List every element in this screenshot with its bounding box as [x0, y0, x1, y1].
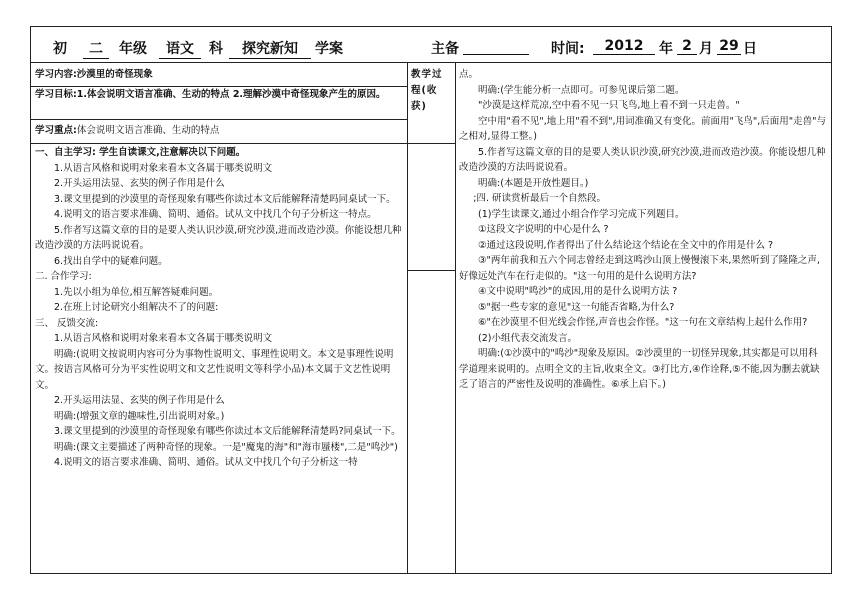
header-row	[30, 26, 832, 65]
left-line: 6.找出自学中的疑难问题。	[54, 255, 168, 267]
left-line: 明确:(说明文按说明内容可分为事物性说明文、事理性说明文。本文是事理性说明文。按语言风格可分为平实性说明文和文艺性说明文等科学小品)本文属于文艺性说明文。	[35, 348, 394, 391]
right-line: (2)小组代表交流发言。	[478, 332, 577, 344]
grade-value: 二	[83, 38, 109, 59]
host-label: 主备	[431, 41, 459, 57]
right-line: 点。	[459, 69, 479, 80]
left-line: 4.说明文的语言要求准确、简明、通俗。试从文中找几个句子分析这一特	[54, 457, 358, 468]
left-line: 1.先以小组为单位,相互解答疑难问题。	[54, 286, 219, 298]
right-line: (1)学生读课文,通过小组合作学习完成下列题目。	[478, 208, 685, 220]
time-label: 时间:	[551, 41, 585, 57]
left-line: 2.开头运用法显、玄奘的例子作用是什么	[54, 395, 225, 406]
mid-divider-1	[407, 143, 455, 144]
subject-value: 语文	[159, 38, 201, 59]
right-line: "沙漠是这样荒凉,空中看不见一只飞鸟,地上看不到一只走兽。"	[478, 100, 740, 111]
right-line: 明确:(本题是开放性题目。)	[478, 177, 589, 189]
content-row: 学习内容:沙漠里的奇怪现象	[35, 69, 153, 80]
left-line: 三、 反馈交流:	[35, 317, 99, 329]
topic-value: 探究新知	[229, 38, 311, 59]
left-line: 3.课文里提到的沙漠里的奇怪现象有哪些你读过本文后能解释清楚吗同桌试一下。	[54, 193, 396, 205]
row-divider-2	[31, 119, 407, 120]
left-line: 明确:(增强文章的趣味性,引出说明对象。)	[54, 410, 225, 422]
right-line: 明确:(学生能分析一点即可。可参见课后第二题。	[478, 84, 685, 96]
left-body	[35, 145, 403, 471]
left-line: 明确:(课文主要描述了两种奇怪的现象。一是"魔鬼的海"和"海市蜃楼",二是"鸣沙")	[54, 441, 398, 453]
left-line: 2.开头运用法显、玄奘的例子作用是什么	[54, 178, 225, 189]
right-line: ①这段文字说明的中心是什么 ?	[478, 224, 609, 235]
focus-value: 体会说明文语言准确、生动的特点	[76, 125, 220, 136]
year-value: 2012	[593, 38, 655, 55]
topic-suffix: 学案	[315, 41, 343, 57]
host-value	[463, 38, 529, 55]
right-body	[459, 67, 827, 393]
left-line: 1.从语言风格和说明对象来看本文各属于哪类说明文	[54, 333, 273, 344]
grade-suffix: 年级	[119, 41, 147, 57]
month-value: 2	[677, 38, 697, 55]
column-divider-2	[455, 63, 456, 573]
day-value: 29	[717, 38, 741, 55]
left-line: 3.课文里提到的沙漠里的奇怪现象有哪些你读过本文后能解释清楚吗?同桌试一下。	[54, 426, 401, 437]
right-line: ④文中说明"鸣沙"的成因,用的是什么说明方法 ?	[478, 286, 678, 297]
day-suffix: 日	[743, 41, 757, 57]
goals-row: 学习目标:1.体会说明文语言准确、生动的特点 2.理解沙漠中奇怪现象产生的原因。	[35, 89, 386, 100]
right-line: ;四. 研读赏析最后一个自然段。	[473, 193, 606, 204]
right-line: ③"两年前我和五六个同志曾经走到这鸣沙山顶上慢慢滚下来,果然听到了隆隆之声,好像远处汽车在行走似的。"这一句用的是什么说明方法?	[459, 255, 820, 282]
process-label: 教学过程(收获)	[411, 69, 443, 112]
grade-prefix: 初	[53, 41, 67, 57]
focus-row	[35, 123, 403, 139]
focus-label: 学习重点:	[35, 125, 77, 136]
mid-divider-2	[407, 270, 455, 271]
left-line: 5.作者写这篇文章的目的是要人类认识沙漠,研究沙漠,进而改造沙漠。你能设想几种改造沙漠的方法吗说说看。	[35, 224, 402, 251]
lesson-table	[30, 62, 832, 574]
right-line: 5.作者写这篇文章的目的是要人类认识沙漠,研究沙漠,进而改造沙漠。你能设想几种改造沙漠的方法吗说说看。	[459, 146, 826, 173]
left-line: 4.说明文的语言要求准确、简明、通俗。试从文中找几个句子分析这一特点。	[54, 209, 377, 220]
left-line: 二. 合作学习:	[35, 271, 92, 282]
right-line: ⑤"据一些专家的意见"这一句能否省略,为什么?	[478, 301, 675, 313]
right-line: ②通过这段说明,作者得出了什么结论这个结论在全文中的作用是什么 ?	[478, 239, 774, 251]
right-line: 空中用"看不见",地上用"看不到",用词准确又有变化。前面用"飞鸟",后面用"走兽"与之相对,显得工整。)	[459, 115, 827, 142]
month-suffix: 月	[699, 41, 713, 57]
right-line: 明确:(①沙漠中的"鸣沙"现象及原因。②沙漠里的一切怪异现象,其实都是可以用科学道理来说明的。点明全文的主旨,收束全文。③打比方,④作诠释,⑤不能,因为删去就缺乏了语言的严密性及说明的准确性。⑥承上启下。)	[459, 348, 820, 390]
left-line: 1.从语言风格和说明对象来看本文各属于哪类说明文	[54, 162, 273, 174]
year-suffix: 年	[659, 41, 673, 57]
left-line: 一、自主学习: 学生自读课文,注意解决以下问题。	[35, 147, 246, 158]
subject-suffix: 科	[209, 41, 223, 57]
row-divider-3	[31, 143, 407, 144]
left-line: 2.在班上讨论研究小组解决不了的问题:	[54, 302, 219, 313]
right-line: ⑥"在沙漠里不但光线会作怪,声音也会作怪。"这一句在文章结构上起什么作用?	[478, 317, 808, 328]
column-divider-1	[407, 63, 408, 573]
